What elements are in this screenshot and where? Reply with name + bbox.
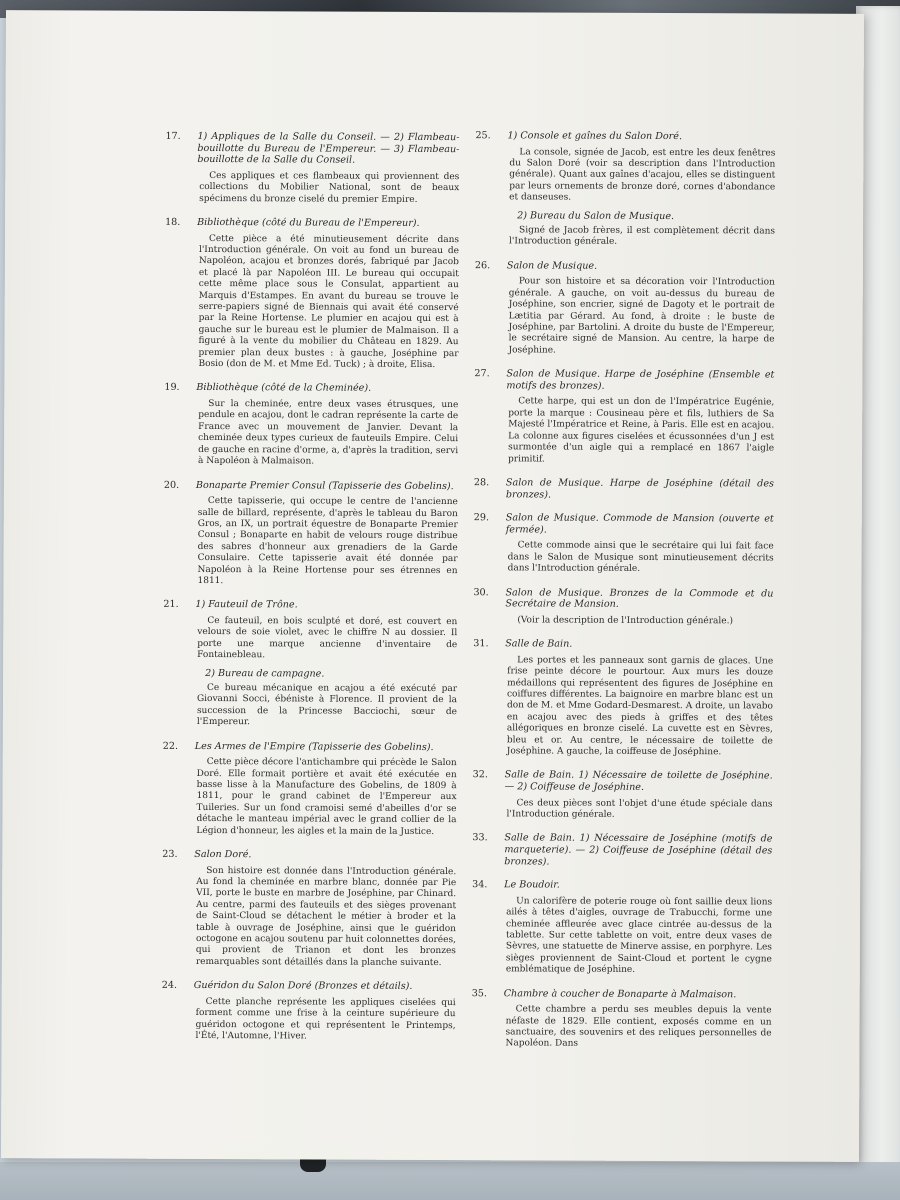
document-page [1, 10, 864, 1162]
entry-text: Cette commode ainsi que le secrétaire qui lui fait face dans le Salon de Musique sont minutieusement décrits dans l'Introduction générale. [507, 540, 774, 574]
entry-text: Un calorifère de poterie rouge où font saillie deux lions ailés à têtes d'aigles, ouvrage de Trabucchi, forme une cheminée affleurée avec glace cintrée au-dessus de la tablette. Sur cette tablette on voit, entre deux vases de Sèvres, une statuette de Minerve assise, en porphyre. Les sièges proviennent de Saint-Cloud et portent le cygne emblématique de Joséphine. [505, 896, 773, 976]
entry-subtext: Ce bureau mécanique en acajou a été exécuté par Giovanni Socci, ébéniste à Florence. Il provient de la succession de la Princesse Bacciochi, sœur de l'Empereur. [196, 682, 458, 728]
entry-number: 24. [161, 980, 178, 992]
entry-text: Cette chambre a perdu ses meubles depuis la vente néfaste de 1829. Elle contient, exposés comme en un sanctuaire, des souvenirs et des reliques personnelles de Napoléon. Dans [505, 1004, 772, 1050]
entry-number: 27. [474, 368, 490, 380]
entry-title: Salon de Musique. Bronzes de la Commode et du Secrétaire de Mansion. [505, 586, 774, 610]
entry-note: (Voir la description de l'Introduction générale.) [517, 615, 733, 626]
entry-number: 21. [163, 599, 179, 611]
entry-title: Bibliothèque (côté du Bureau de l'Empereur). [197, 216, 420, 229]
entry-title: Salle de Bain. 1) Nécessaire de toilette de Joséphine. — 2) Coiffeuse de Joséphine. [504, 769, 773, 793]
entry-text: Son histoire est donnée dans l'Introduction générale. Au fond la cheminée en marbre blanc, donnée par Pie VII, porte le buste en marbre de Joséphine, par Chinard. Au centre, parmi des fauteuils et des sièges provenant de Saint-Cloud se détachent le métier à broder et la table à ouvrage de Joséphine, ainsi que le guéridon octogone en acajou soutenu par huit colonnettes dorées, qui provient de Trianon et dont les bronzes remarquables sont détaillés dans la planche suivante. [195, 865, 457, 968]
entry-31 [473, 638, 774, 759]
entry-35 [471, 988, 771, 1052]
entry-heading [474, 368, 774, 392]
entry-27 [474, 368, 774, 466]
entry-text: Ce fauteuil, en bois sculpté et doré, est couvert en velours de soie violet, avec le chiffre N au dossier. Il porte une marque ancienne d'inventaire de Fontainebleau. [197, 615, 458, 661]
right-column [471, 130, 775, 1063]
entry-title: Bibliothèque (côté de la Cheminée). [196, 382, 372, 395]
entry-heading [162, 980, 456, 993]
entry-text: Cette tapisserie, qui occupe le centre de l'ancienne salle de billard, représente, d'après le tableau du Baron Gros, an IX, un portrait équestre de Bonaparte Premier Consul ; Bonaparte en habit de velours rouge distribue des sabres d'honneur aux grenadiers de la Garde Consulaire. Cette tapisserie avait été donnée par Napoléon à la Reine Hortense pour ses étrennes en 1811. [197, 496, 458, 587]
entry-heading [165, 217, 459, 230]
entry-subtitle: 2) Bureau du Salon de Musique. [517, 209, 675, 222]
entry-title: Les Armes de l'Empire (Tapisserie des Gobelins). [194, 740, 434, 753]
entry-number: 23. [162, 848, 178, 860]
entry-heading [473, 587, 773, 611]
entry-subtext: Signé de Jacob frères, il est complètement décrit dans l'Introduction générale. [508, 225, 776, 248]
entry-text: Ces deux pièces sont l'objet d'une étude spéciale dans l'Introduction générale. [506, 797, 773, 820]
entry-title: 1) Appliques de la Salle du Conseil. — 2) Flambeau-bouillotte du Bureau de l'Empereur. — 3) Flambeau-bouillotte de la Salle du Conseil. [197, 130, 460, 166]
entry-heading [472, 988, 772, 1001]
entry-number: 20. [163, 479, 180, 491]
entry-20 [163, 479, 457, 588]
entry-heading [472, 833, 772, 869]
entry-heading [165, 131, 459, 167]
entry-26 [474, 260, 774, 358]
entry-34 [472, 879, 772, 977]
entry-heading [473, 770, 773, 794]
entry-number: 22. [162, 740, 179, 752]
left-column [161, 131, 459, 1056]
entry-title: Salon de Musique. Harpe de Joséphine (détail des bronzes). [505, 477, 774, 501]
entry-heading [162, 849, 456, 862]
entry-24 [162, 980, 456, 1044]
entry-33 [472, 833, 772, 869]
entry-title: Salle de Bain. 1) Nécessaire de Joséphine (motifs de marqueterie). — 2) Coiffeuse de Joséphine (détail des bronzes). [504, 832, 773, 868]
entry-number: 19. [164, 382, 180, 394]
entry-title: Le Boudoir. [504, 879, 560, 891]
entry-text: La console, signée de Jacob, est entre les deux fenêtres du Salon Doré (voir sa description dans l'Introduction générale). Quant aux gaînes d'acajou, elles se distinguent par leurs ornements de bronze doré, cornes d'abondance et danseuses. [509, 146, 776, 203]
entry-text: Cette harpe, qui est un don de l'Impératrice Eugénie, porte la marque : Cousineau père et fils, luthiers de Sa Majesté l'Impératrice et Reine, à Paris. Elle est en acajou. La colonne aux figures ciselées et écussonnées d'un J est surmontée d'un aigle qui a remplacé en 1867 l'aigle primitif. [508, 396, 775, 464]
entry-heading [475, 260, 775, 273]
entry-text: Ces appliques et ces flambeaux qui proviennent des collections du Mobilier National, sont de beaux spécimens du bronze ciselé du premier Empire. [199, 170, 460, 205]
entry-17 [165, 131, 459, 206]
entry-19 [164, 382, 458, 468]
entry-number: 31. [473, 638, 489, 650]
entry-number: 34. [472, 879, 488, 891]
entry-title: Chambre à coucher de Bonaparte à Malmaison. [503, 987, 737, 1000]
entry-heading [163, 599, 457, 612]
entry-18 [164, 217, 459, 372]
entry-title: Salon Doré. [194, 848, 252, 861]
entry-title: Salon de Musique. Harpe de Joséphine (Ensemble et motifs des bronzes). [506, 368, 775, 392]
entry-22 [162, 740, 456, 838]
entry-title: Bonaparte Premier Consul (Tapisserie des Gobelins). [195, 479, 454, 492]
entry-heading [474, 477, 774, 501]
entry-text: Pour son histoire et sa décoration voir l'Introduction générale. A gauche, on voit au-dessus du bureau de Joséphine, son encrier, signé de Dagoty et le portrait de Lætitia par Gérard. Au fond, à droite : le buste de Joséphine, par Bartolini. A droite du buste de l'Empereur, le secrétaire signé de Mansion. Au centre, la harpe de Joséphine. [508, 276, 775, 356]
entry-number: 29. [473, 512, 490, 524]
entry-number: 35. [471, 987, 488, 999]
entry-number: 33. [472, 832, 488, 844]
entry-number: 25. [475, 130, 491, 142]
entry-heading [473, 638, 773, 651]
entry-21 [163, 599, 458, 730]
entry-number: 26. [474, 260, 491, 272]
entry-title: 1) Console et gaînes du Salon Doré. [507, 130, 683, 143]
entry-heading [163, 740, 457, 753]
entry-heading [164, 382, 458, 395]
entry-23 [162, 849, 457, 970]
entry-title: Salon de Musique. Commode de Mansion (ouverte et fermée). [505, 512, 774, 536]
entry-text: Cette pièce décore l'antichambre qui précède le Salon Doré. Elle formait portière et avait été exécutée en basse lisse à la Manufacture des Gobelins, de 1809 à 1811, pour le grand cabinet de l'Empereur aux Tuileries. Sur un fond cramoisi semé d'abeilles d'or se détache le manteau impérial avec le grand collier de la Légion d'honneur, les aigles et la main de la Justice. [196, 757, 457, 837]
entry-text: Cette pièce a été minutieusement décrite dans l'Introduction générale. On voit au fond un bureau de Napoléon, acajou et bronzes dorés, fabriqué par Jacob et placé là par Napoléon III. Le bureau qui occupait cette même place sous le Consulat, appartient au Marquis d'Estampes. En avant du bureau se trouve le serre-papiers signé de Biennais qui avait été conservé par la Reine Hortense. Le plumier en acajou qui est à gauche sur le bureau est le plumier de Malmaison. Il a figuré à la vente du mobilier du Château en 1829. Au premier plan deux bustes : à gauche, Joséphine par Bosio (don de M. et Mme Ed. Tuck) ; à droite, Elisa. [198, 233, 460, 371]
entry-number: 32. [472, 769, 488, 781]
entry-32 [472, 770, 772, 822]
entry-heading [475, 130, 775, 143]
entry-30 [473, 587, 773, 628]
entry-28 [474, 477, 774, 501]
book-stand [0, 1162, 900, 1200]
entry-25 [475, 130, 776, 249]
entry-number: 17. [165, 130, 181, 142]
entry-title: 1) Fauteuil de Trône. [195, 599, 298, 611]
entry-text: Cette planche représente les appliques ciselées qui forment comme une frise à la ceinture supérieure du guéridon octogone et qui représentent le Printemps, l'Été, l'Automne, l'Hiver. [195, 996, 456, 1042]
entry-number: 28. [473, 477, 490, 489]
entry-number: 30. [473, 586, 489, 598]
entry-heading [472, 879, 772, 892]
entry-title: Salle de Bain. [505, 638, 573, 650]
entry-subtitle: 2) Bureau de campagne. [205, 667, 325, 680]
entry-29 [474, 512, 774, 576]
entry-heading [164, 479, 458, 492]
entry-title: Salon de Musique. [506, 260, 598, 272]
entry-title: Guéridon du Salon Doré (Bronzes et détails). [193, 980, 413, 993]
entry-heading [474, 512, 774, 536]
entry-text: Sur la cheminée, entre deux vases étrusques, une pendule en acajou, dont le cadran représente la carte de France avec un mouvement de Janvier. Devant la cheminée deux types curieux de fauteuils Empire. Celui de gauche en racine d'orme, a, d'après la tradition, servi à Napoléon à Malmaison. [198, 399, 459, 467]
entry-text: Les portes et les panneaux sont garnis de glaces. Une frise peinte décore le pourtour. Aux murs les douze médaillons qui représentent des figures de Joséphine en coiffures différentes. La baignoire en marbre blanc est un don de M. et Mme Godard-Desmarest. A droite, un lavabo en acajou avec des pieds à griffes et des têtes allégoriques en bronze ciselé. La cuvette est en Sèvres, bleu et or. Au centre, le nécessaire de toilette de Joséphine. A gauche, la coiffeuse de Joséphine. [506, 655, 774, 758]
entry-number: 18. [165, 216, 181, 228]
